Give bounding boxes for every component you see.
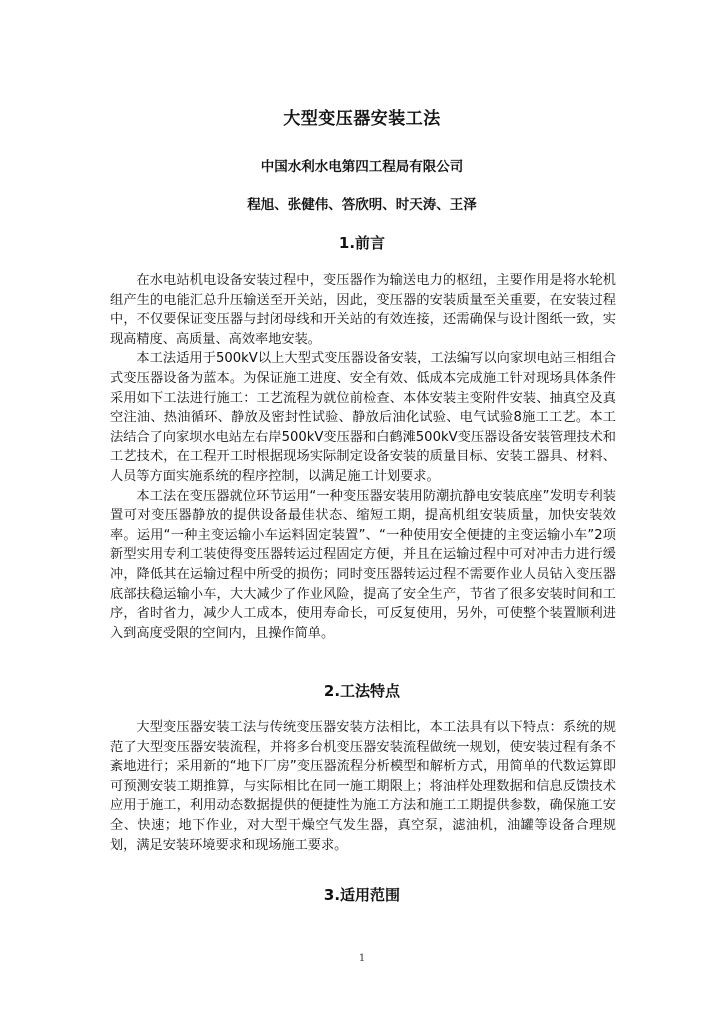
section-heading-features: 2.工法特点 bbox=[323, 682, 401, 700]
page-number: 1 bbox=[358, 953, 366, 964]
author-list: 程旭、张健伟、答欣明、时天涛、王泽 bbox=[247, 197, 477, 213]
paragraph: 本工法在变压器就位环节运用“一种变压器安装用防潮抗静电安装底座”发明专利装置可对变压器静放的提供设备最佳状态、缩短工期，提高机组安装质量，加快安装效率。运用“一种主变运输小车运料固定装置”、“一种使用安全便捷的主变运输小车”2项新型实用专利工装使得变压器转运过程固定方便，并且在运输过程中可对冲击力进行缓冲，降低其在运输过程中所受的损伤；同时变压器转运过程不需要作业人员钻入变压器底部扶稳运输小车，大大减少了作业风险，提高了安全生产，节省了很多安装时间和工序，省时省力，减少人工成本，使用寿命长，可反复使用，另外，可使整个装置顺利进入到高度受限的空间内，且操作简单。 bbox=[110, 488, 616, 641]
organization-name: 中国水利水电第四工程局有限公司 bbox=[260, 159, 464, 175]
document-title: 大型变压器安装工法 bbox=[283, 109, 441, 129]
paragraph: 大型变压器安装工法与传统变压器安装方法相比，本工法具有以下特点：系统的规范了大型变压器安装流程，并将多台机变压器安装流程做统一规划，使安装过程有条不紊地进行；采用新的“地下厂房”变压器流程分析模型和解析方式，用简单的代数运算即可预测安装工期推算，与实际相比在同一施工期限上；将油样处理数据和信息反馈技术应用于施工，利用动态数据提供的便捷性为施工方法和施工工期提供参数，确保施工安全、快速；地下作业，对大型干燥空气发生器，真空泵，滤油机，油罐等设备合理规划，满足安装环境要求和现场施工要求。 bbox=[110, 720, 616, 853]
section-body-preface bbox=[110, 271, 616, 643]
section-heading-scope: 3.适用范围 bbox=[323, 886, 401, 904]
section-body-features bbox=[110, 718, 616, 855]
paragraph: 本工法适用于500kV以上大型式变压器设备安装，工法编写以向家坝电站三相组合式变压器设备为蓝本。为保证施工进度、安全有效、低成本完成施工针对现场具体条件采用如下工法进行施工：工艺流程为就位前检查、本体安装主变附件安装、抽真空及真空注油、热油循环、静放及密封性试验、静放后油化试验、电气试验8施工工艺。本工法结合了向家坝水电站左右岸500kV变压器和白鹤滩500kV变压器设备安装管理技术和工艺技术，在工程开工时根据现场实际制定设备安装的质量目标、安装工器具、材料、人员等方面实施系统的程序控制，以满足施工计划要求。 bbox=[110, 351, 616, 484]
section-heading-preface: 1.前言 bbox=[338, 234, 386, 252]
paragraph: 在水电站机电设备安装过程中，变压器作为输送电力的枢纽，主要作用是将水轮机组产生的电能汇总升压输送至开关站，因此，变压器的安装质量至关重要，在安装过程中，不仅要保证变压器与封闭母线和开关站的有效连接，还需确保与设计图纸一致，实现高精度、高质量、高效率地安装。 bbox=[110, 273, 616, 347]
